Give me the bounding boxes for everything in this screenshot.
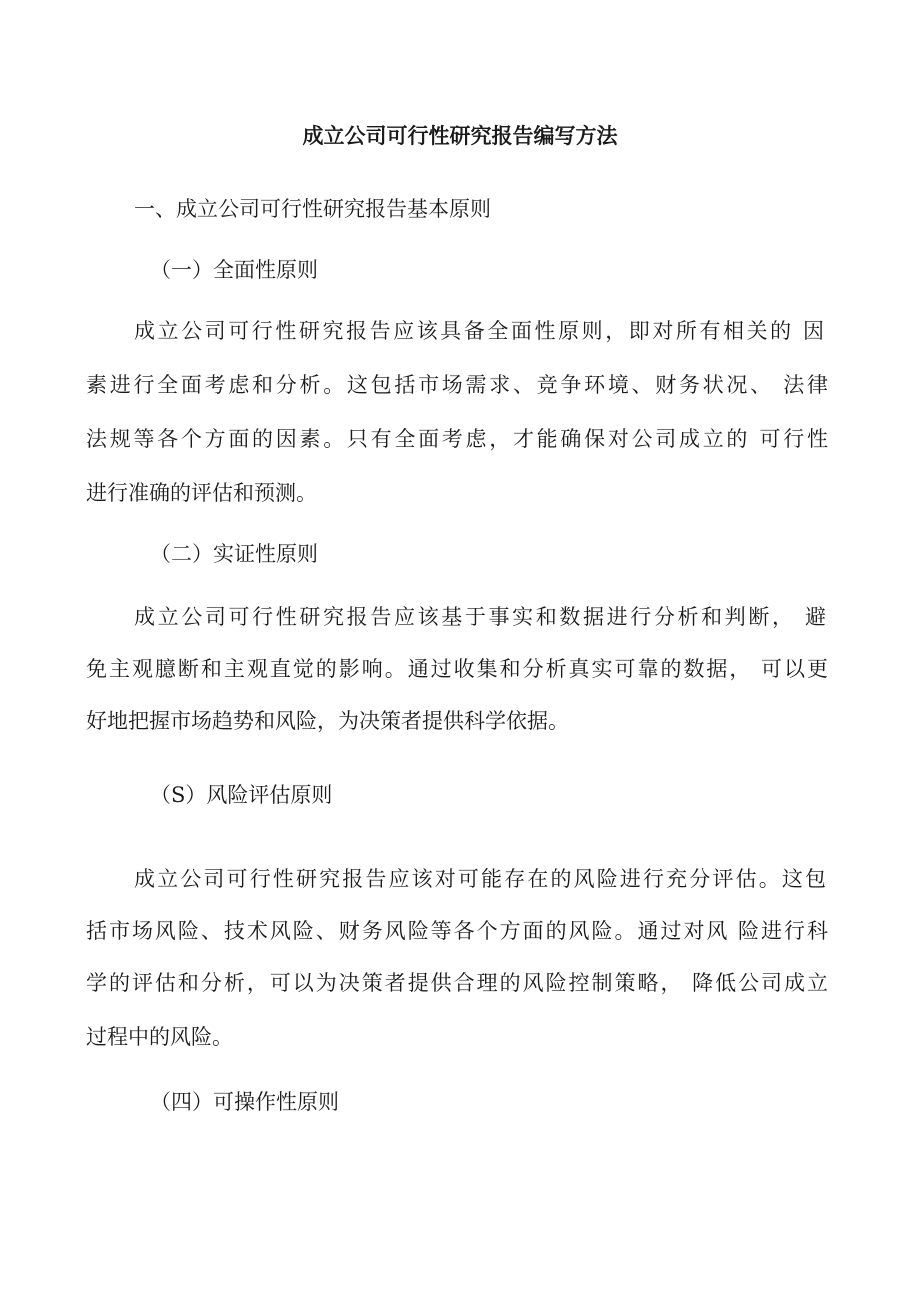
paragraph-2-line-3: 好地把握市场趋势和风险，为决策者提供科学依据。 bbox=[86, 709, 569, 733]
section-heading: 一、成立公司可行性研究报告基本原则 bbox=[134, 197, 491, 221]
document-title: 成立公司可行性研究报告编写方法 bbox=[302, 123, 618, 148]
subsection-heading-4: （四）可操作性原则 bbox=[150, 1090, 339, 1114]
subsection-heading-1: （一）全面性原则 bbox=[150, 258, 318, 282]
subsection-heading-2: （二）实证性原则 bbox=[150, 542, 318, 566]
paragraph-1-line-4: 进行准确的评估和预测。 bbox=[86, 481, 317, 505]
paragraph-2-line-1: 成立公司可行性研究报告应该基于事实和数据进行分析和判断， 避 bbox=[134, 605, 826, 629]
paragraph-1-line-2: 素进行全面考虑和分析。这包括市场需求、竞争环境、财务状况、 法律 bbox=[86, 373, 828, 397]
paragraph-3-line-2: 括市场风险、技术风险、财务风险等各个方面的风险。通过对风 险进行科 bbox=[86, 919, 828, 943]
paragraph-3-line-3: 学的评估和分析，可以为决策者提供合理的风险控制策略， 降低公司成立 bbox=[86, 971, 828, 995]
paragraph-2-line-2: 免主观臆断和主观直觉的影响。通过收集和分析真实可靠的数据， 可以更 bbox=[86, 657, 828, 681]
subsection-heading-3: （S）风险评估原则 bbox=[150, 783, 333, 807]
paragraph-1-line-1: 成立公司可行性研究报告应该具备全面性原则，即对所有相关的 因 bbox=[134, 319, 824, 343]
paragraph-1-line-3: 法规等各个方面的因素。只有全面考虑，才能确保对公司成立的 可行性 bbox=[86, 427, 828, 451]
paragraph-3-line-1: 成立公司可行性研究报告应该对可能存在的风险进行充分评估。这包 bbox=[134, 867, 826, 891]
paragraph-3-line-4: 过程中的风险。 bbox=[86, 1025, 233, 1049]
